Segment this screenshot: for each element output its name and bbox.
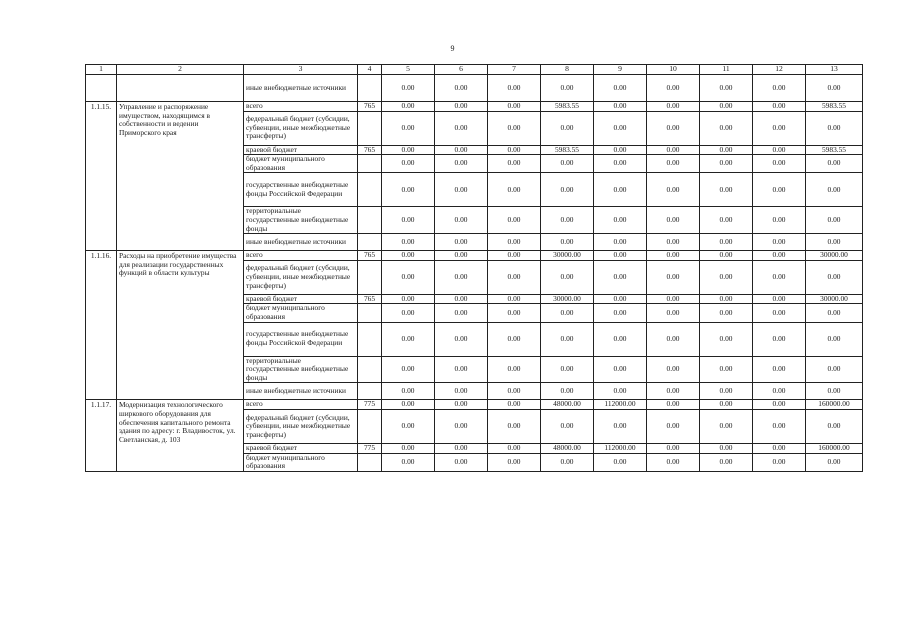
column-number-row xyxy=(86,65,863,75)
value-cell: 48000.00 xyxy=(541,400,594,410)
value-cell: 0.00 xyxy=(753,356,806,383)
value-cell: 0.00 xyxy=(753,75,806,102)
empty-cell xyxy=(86,75,117,102)
value-cell: 0.00 xyxy=(647,102,700,112)
value-cell: 0.00 xyxy=(594,145,647,155)
value-cell: 0.00 xyxy=(594,155,647,173)
funding-source-cell: территориальные государственные внебюджетные фонды xyxy=(244,207,358,234)
value-cell: 0.00 xyxy=(700,102,753,112)
value-cell: 0.00 xyxy=(700,145,753,155)
value-cell: 0.00 xyxy=(382,453,435,471)
value-cell: 0.00 xyxy=(488,453,541,471)
value-cell: 0.00 xyxy=(594,207,647,234)
code-cell: 765 xyxy=(358,294,382,304)
value-cell: 5983.55 xyxy=(806,102,863,112)
value-cell: 0.00 xyxy=(488,75,541,102)
value-cell: 0.00 xyxy=(435,383,488,400)
value-cell: 0.00 xyxy=(435,251,488,261)
column-number-cell: 2 xyxy=(117,65,244,75)
funding-source-cell: федеральный бюджет (субсидии, субвенции, иные межбюджетные трансферты) xyxy=(244,260,358,294)
code-cell xyxy=(358,453,382,471)
value-cell: 0.00 xyxy=(488,234,541,251)
value-cell: 0.00 xyxy=(541,111,594,145)
value-cell: 0.00 xyxy=(700,234,753,251)
value-cell: 5983.55 xyxy=(541,102,594,112)
value-cell: 0.00 xyxy=(488,383,541,400)
value-cell: 0.00 xyxy=(700,443,753,453)
value-cell: 0.00 xyxy=(647,294,700,304)
column-number-cell: 5 xyxy=(382,65,435,75)
value-cell: 0.00 xyxy=(435,111,488,145)
value-cell: 0.00 xyxy=(700,155,753,173)
code-cell: 775 xyxy=(358,443,382,453)
code-cell xyxy=(358,234,382,251)
code-cell xyxy=(358,155,382,173)
funding-source-cell: всего xyxy=(244,400,358,410)
value-cell: 0.00 xyxy=(435,75,488,102)
column-number-cell: 3 xyxy=(244,65,358,75)
value-cell: 0.00 xyxy=(541,356,594,383)
value-cell: 0.00 xyxy=(382,75,435,102)
column-number-cell: 6 xyxy=(435,65,488,75)
value-cell: 0.00 xyxy=(806,75,863,102)
value-cell: 0.00 xyxy=(541,304,594,322)
code-cell: 765 xyxy=(358,102,382,112)
value-cell: 0.00 xyxy=(382,409,435,443)
value-cell: 0.00 xyxy=(647,155,700,173)
value-cell: 0.00 xyxy=(753,400,806,410)
funding-source-cell: государственные внебюджетные фонды Российской Федерации xyxy=(244,322,358,356)
value-cell: 0.00 xyxy=(435,443,488,453)
column-number-cell: 8 xyxy=(541,65,594,75)
value-cell: 0.00 xyxy=(541,207,594,234)
value-cell: 0.00 xyxy=(541,453,594,471)
column-number-cell: 13 xyxy=(806,65,863,75)
value-cell: 0.00 xyxy=(753,234,806,251)
value-cell: 30000.00 xyxy=(806,251,863,261)
code-cell xyxy=(358,409,382,443)
value-cell: 0.00 xyxy=(806,111,863,145)
value-cell: 0.00 xyxy=(806,260,863,294)
funding-source-cell: федеральный бюджет (субсидии, субвенции, иные межбюджетные трансферты) xyxy=(244,111,358,145)
value-cell: 0.00 xyxy=(488,400,541,410)
code-cell xyxy=(358,207,382,234)
value-cell: 0.00 xyxy=(488,173,541,207)
value-cell: 0.00 xyxy=(806,234,863,251)
value-cell: 0.00 xyxy=(435,453,488,471)
value-cell: 0.00 xyxy=(488,155,541,173)
value-cell: 0.00 xyxy=(541,409,594,443)
value-cell: 0.00 xyxy=(806,322,863,356)
value-cell: 0.00 xyxy=(594,75,647,102)
value-cell: 0.00 xyxy=(488,322,541,356)
code-cell xyxy=(358,260,382,294)
value-cell: 0.00 xyxy=(647,145,700,155)
value-cell: 0.00 xyxy=(753,322,806,356)
column-number-cell: 10 xyxy=(647,65,700,75)
value-cell: 0.00 xyxy=(700,383,753,400)
value-cell: 0.00 xyxy=(435,102,488,112)
column-number-cell: 1 xyxy=(86,65,117,75)
value-cell: 0.00 xyxy=(435,304,488,322)
value-cell: 0.00 xyxy=(594,251,647,261)
value-cell: 0.00 xyxy=(435,207,488,234)
value-cell: 0.00 xyxy=(647,356,700,383)
funding-source-cell: краевой бюджет xyxy=(244,294,358,304)
value-cell: 0.00 xyxy=(435,356,488,383)
funding-source-cell: бюджет муниципального образования xyxy=(244,453,358,471)
value-cell: 0.00 xyxy=(753,304,806,322)
value-cell: 0.00 xyxy=(594,234,647,251)
section-name: Расходы на приобретение имущества для реализации государственных функций в области культуры xyxy=(117,251,244,400)
value-cell: 0.00 xyxy=(647,234,700,251)
value-cell: 0.00 xyxy=(700,207,753,234)
value-cell: 0.00 xyxy=(700,251,753,261)
code-cell: 775 xyxy=(358,400,382,410)
value-cell: 0.00 xyxy=(541,173,594,207)
value-cell: 160000.00 xyxy=(806,400,863,410)
code-cell xyxy=(358,383,382,400)
value-cell: 0.00 xyxy=(700,304,753,322)
value-cell: 0.00 xyxy=(806,207,863,234)
value-cell: 0.00 xyxy=(806,155,863,173)
funding-source-cell: краевой бюджет xyxy=(244,145,358,155)
value-cell: 0.00 xyxy=(700,75,753,102)
value-cell: 0.00 xyxy=(753,173,806,207)
value-cell: 0.00 xyxy=(594,111,647,145)
value-cell: 0.00 xyxy=(541,383,594,400)
table-row xyxy=(86,102,863,112)
page-number: 9 xyxy=(450,44,455,53)
code-cell xyxy=(358,304,382,322)
value-cell: 0.00 xyxy=(806,304,863,322)
value-cell: 0.00 xyxy=(488,409,541,443)
value-cell: 5983.55 xyxy=(806,145,863,155)
code-cell xyxy=(358,75,382,102)
value-cell: 30000.00 xyxy=(541,251,594,261)
value-cell: 0.00 xyxy=(753,294,806,304)
funding-source-cell: бюджет муниципального образования xyxy=(244,155,358,173)
value-cell: 0.00 xyxy=(435,173,488,207)
section-name: Модернизация технологического ширкового оборудования для обеспечения капитального ремонта здания по адресу: г. Владивосток, ул. Светланская, д. 103 xyxy=(117,400,244,471)
value-cell: 0.00 xyxy=(647,251,700,261)
value-cell: 0.00 xyxy=(435,145,488,155)
value-cell: 0.00 xyxy=(382,173,435,207)
value-cell: 30000.00 xyxy=(541,294,594,304)
column-number-cell: 7 xyxy=(488,65,541,75)
value-cell: 0.00 xyxy=(647,409,700,443)
value-cell: 0.00 xyxy=(647,75,700,102)
code-cell xyxy=(358,356,382,383)
value-cell: 0.00 xyxy=(488,251,541,261)
value-cell: 0.00 xyxy=(435,409,488,443)
section-name: Управление и распоряжение имуществом, находящимся в собственности и ведении Приморского края xyxy=(117,102,244,251)
table-row xyxy=(86,400,863,410)
code-cell xyxy=(358,322,382,356)
value-cell: 0.00 xyxy=(435,234,488,251)
funding-source-cell: иные внебюджетные источники xyxy=(244,234,358,251)
value-cell: 0.00 xyxy=(700,294,753,304)
value-cell: 0.00 xyxy=(806,173,863,207)
value-cell: 48000.00 xyxy=(541,443,594,453)
table-row xyxy=(86,251,863,261)
funding-source-cell: краевой бюджет xyxy=(244,443,358,453)
value-cell: 30000.00 xyxy=(806,294,863,304)
code-cell: 765 xyxy=(358,251,382,261)
code-cell xyxy=(358,111,382,145)
code-cell: 765 xyxy=(358,145,382,155)
value-cell: 0.00 xyxy=(753,207,806,234)
value-cell: 0.00 xyxy=(647,260,700,294)
table-row xyxy=(86,75,863,102)
code-cell xyxy=(358,173,382,207)
value-cell: 0.00 xyxy=(647,304,700,322)
value-cell: 0.00 xyxy=(647,207,700,234)
value-cell: 0.00 xyxy=(382,145,435,155)
value-cell: 0.00 xyxy=(382,383,435,400)
value-cell: 0.00 xyxy=(647,383,700,400)
column-number-cell: 9 xyxy=(594,65,647,75)
value-cell: 0.00 xyxy=(382,443,435,453)
funding-source-cell: бюджет муниципального образования xyxy=(244,304,358,322)
value-cell: 0.00 xyxy=(488,145,541,155)
value-cell: 0.00 xyxy=(594,304,647,322)
value-cell: 0.00 xyxy=(647,173,700,207)
value-cell: 0.00 xyxy=(700,400,753,410)
value-cell: 0.00 xyxy=(594,453,647,471)
value-cell: 0.00 xyxy=(435,400,488,410)
section-number: 1.1.15. xyxy=(86,102,117,251)
funding-source-cell: территориальные государственные внебюджетные фонды xyxy=(244,356,358,383)
value-cell: 112000.00 xyxy=(594,443,647,453)
value-cell: 0.00 xyxy=(806,453,863,471)
value-cell: 0.00 xyxy=(541,75,594,102)
value-cell: 0.00 xyxy=(594,102,647,112)
value-cell: 0.00 xyxy=(488,443,541,453)
value-cell: 0.00 xyxy=(594,173,647,207)
funding-source-cell: всего xyxy=(244,102,358,112)
value-cell: 0.00 xyxy=(541,234,594,251)
value-cell: 0.00 xyxy=(806,383,863,400)
value-cell: 0.00 xyxy=(753,155,806,173)
value-cell: 0.00 xyxy=(647,453,700,471)
funding-source-cell: всего xyxy=(244,251,358,261)
value-cell: 0.00 xyxy=(594,322,647,356)
value-cell: 0.00 xyxy=(594,356,647,383)
value-cell: 0.00 xyxy=(594,383,647,400)
value-cell: 0.00 xyxy=(382,400,435,410)
value-cell: 0.00 xyxy=(382,111,435,145)
value-cell: 0.00 xyxy=(753,260,806,294)
column-number-cell: 4 xyxy=(358,65,382,75)
value-cell: 0.00 xyxy=(700,322,753,356)
empty-cell xyxy=(117,75,244,102)
value-cell: 0.00 xyxy=(753,251,806,261)
budget-table xyxy=(85,64,863,472)
value-cell: 0.00 xyxy=(753,383,806,400)
value-cell: 0.00 xyxy=(594,260,647,294)
section-number: 1.1.17. xyxy=(86,400,117,471)
funding-source-cell: иные внебюджетные источники xyxy=(244,75,358,102)
value-cell: 0.00 xyxy=(382,251,435,261)
value-cell: 0.00 xyxy=(382,234,435,251)
value-cell: 0.00 xyxy=(488,294,541,304)
value-cell: 0.00 xyxy=(806,409,863,443)
value-cell: 0.00 xyxy=(488,111,541,145)
value-cell: 0.00 xyxy=(647,443,700,453)
value-cell: 0.00 xyxy=(382,294,435,304)
value-cell: 0.00 xyxy=(700,111,753,145)
value-cell: 0.00 xyxy=(594,294,647,304)
value-cell: 0.00 xyxy=(435,294,488,304)
value-cell: 0.00 xyxy=(382,207,435,234)
value-cell: 0.00 xyxy=(435,155,488,173)
value-cell: 160000.00 xyxy=(806,443,863,453)
value-cell: 0.00 xyxy=(541,322,594,356)
value-cell: 0.00 xyxy=(488,356,541,383)
value-cell: 0.00 xyxy=(700,453,753,471)
value-cell: 0.00 xyxy=(594,409,647,443)
value-cell: 0.00 xyxy=(541,260,594,294)
column-number-cell: 12 xyxy=(753,65,806,75)
value-cell: 0.00 xyxy=(488,102,541,112)
value-cell: 0.00 xyxy=(806,356,863,383)
value-cell: 0.00 xyxy=(382,102,435,112)
value-cell: 0.00 xyxy=(753,145,806,155)
value-cell: 0.00 xyxy=(753,443,806,453)
value-cell: 0.00 xyxy=(382,155,435,173)
value-cell: 0.00 xyxy=(541,155,594,173)
value-cell: 0.00 xyxy=(700,356,753,383)
value-cell: 5983.55 xyxy=(541,145,594,155)
value-cell: 0.00 xyxy=(382,260,435,294)
section-number: 1.1.16. xyxy=(86,251,117,400)
value-cell: 0.00 xyxy=(488,304,541,322)
value-cell: 0.00 xyxy=(700,173,753,207)
value-cell: 112000.00 xyxy=(594,400,647,410)
value-cell: 0.00 xyxy=(488,260,541,294)
funding-source-cell: федеральный бюджет (субсидии, субвенции, иные межбюджетные трансферты) xyxy=(244,409,358,443)
value-cell: 0.00 xyxy=(647,111,700,145)
value-cell: 0.00 xyxy=(435,260,488,294)
value-cell: 0.00 xyxy=(753,409,806,443)
column-number-cell: 11 xyxy=(700,65,753,75)
value-cell: 0.00 xyxy=(700,260,753,294)
value-cell: 0.00 xyxy=(647,322,700,356)
value-cell: 0.00 xyxy=(753,102,806,112)
value-cell: 0.00 xyxy=(488,207,541,234)
value-cell: 0.00 xyxy=(700,409,753,443)
funding-source-cell: иные внебюджетные источники xyxy=(244,383,358,400)
value-cell: 0.00 xyxy=(647,400,700,410)
funding-source-cell: государственные внебюджетные фонды Российской Федерации xyxy=(244,173,358,207)
value-cell: 0.00 xyxy=(753,453,806,471)
value-cell: 0.00 xyxy=(382,322,435,356)
value-cell: 0.00 xyxy=(382,304,435,322)
value-cell: 0.00 xyxy=(435,322,488,356)
value-cell: 0.00 xyxy=(382,356,435,383)
value-cell: 0.00 xyxy=(753,111,806,145)
